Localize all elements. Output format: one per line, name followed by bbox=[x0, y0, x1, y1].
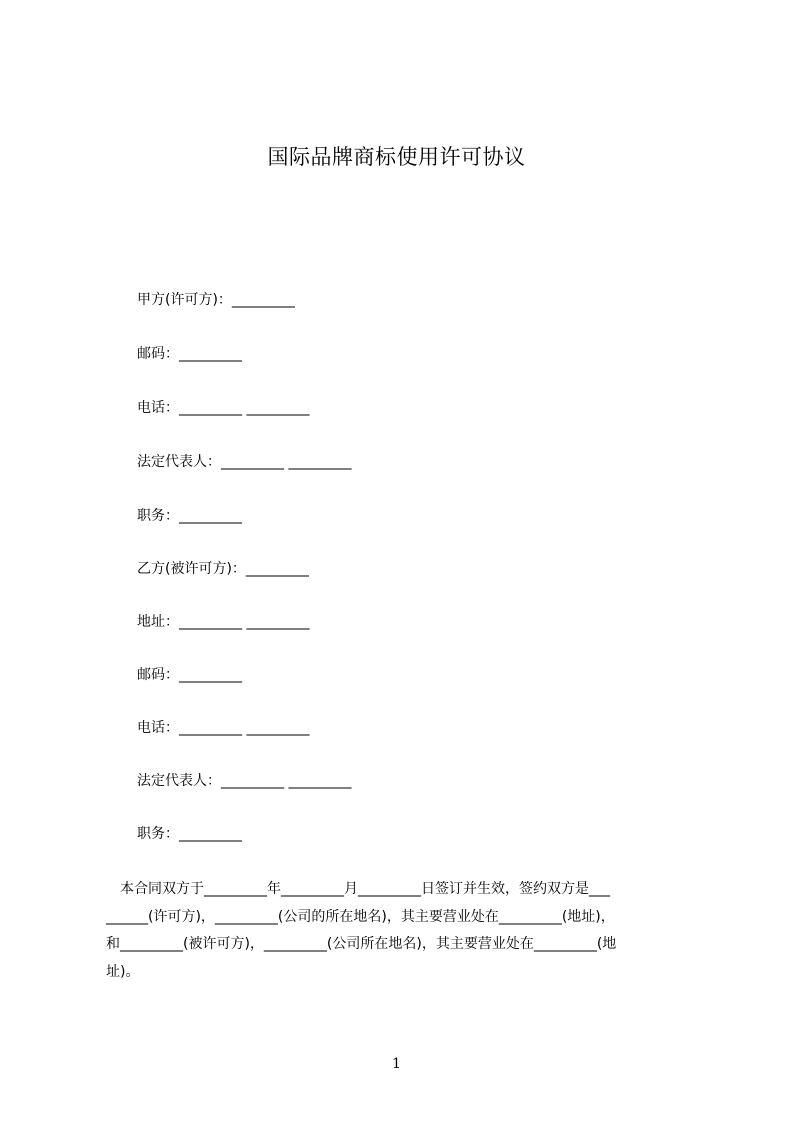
paragraph-line: 址)。 bbox=[106, 963, 140, 980]
licensor-phone-field: 电话：_________ _________ bbox=[137, 400, 310, 416]
paragraph-line: 和_________(被许可方)，_________(公司所在地名)，其主要营业处在_________(地 bbox=[106, 936, 617, 952]
paragraph-line: 本合同双方于_________年_________月_________日签订并生效，签约双方是___ bbox=[106, 881, 610, 897]
licensee-phone-field: 电话：_________ _________ bbox=[137, 720, 310, 736]
licensee-party-field: 乙方(被许可方)：_________ bbox=[137, 561, 309, 577]
licensor-position-field: 职务：_________ bbox=[137, 508, 242, 524]
page-number: 1 bbox=[392, 1056, 401, 1072]
licensee-address-field: 地址：_________ _________ bbox=[137, 614, 310, 630]
paragraph-line: ______(许可方)，_________(公司的所在地名)，其主要营业处在_________(地址)， bbox=[106, 908, 615, 925]
agreement-intro-paragraph bbox=[106, 876, 706, 986]
licensee-postcode-field: 邮码：_________ bbox=[137, 667, 242, 683]
licensee-legal-rep-field: 法定代表人：_________ _________ bbox=[137, 773, 352, 789]
licensor-party-field: 甲方(许可方)：_________ bbox=[137, 292, 295, 308]
licensor-postcode-field: 邮码：_________ bbox=[137, 346, 242, 362]
licensor-legal-rep-field: 法定代表人：_________ _________ bbox=[137, 454, 352, 470]
document-title: 国际品牌商标使用许可协议 bbox=[267, 145, 526, 169]
licensee-position-field: 职务：_________ bbox=[137, 826, 242, 842]
